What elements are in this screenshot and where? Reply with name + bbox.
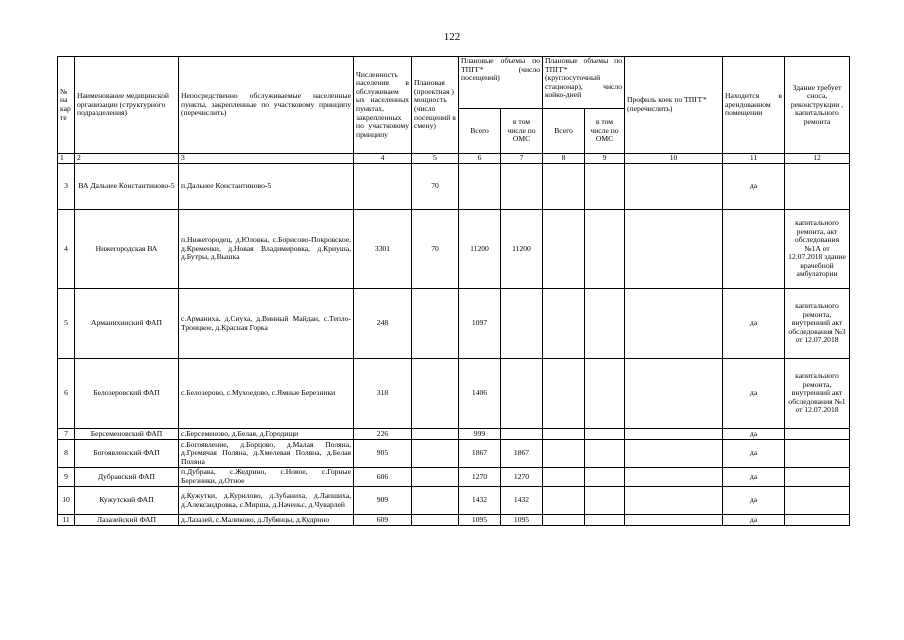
- row-num: 11: [58, 515, 75, 526]
- facilities-table: [57, 56, 850, 526]
- row-population: 905: [354, 440, 412, 468]
- header-profile: Профиль коек по ТПГГ* (перечислить): [625, 57, 723, 154]
- row-population: 248: [354, 289, 412, 359]
- row-beddays-total: [543, 210, 585, 289]
- row-repair: [785, 515, 850, 526]
- row-rented: да: [723, 468, 785, 487]
- row-profile: [625, 440, 723, 468]
- row-num: 6: [58, 359, 75, 429]
- table-row: [58, 429, 850, 440]
- row-visits-oms: [501, 429, 543, 440]
- column-number: 9: [585, 154, 625, 164]
- column-number: 7: [501, 154, 543, 164]
- row-num: 4: [58, 210, 75, 289]
- row-beddays-oms: [585, 468, 625, 487]
- row-capacity: 70: [412, 210, 459, 289]
- header-num: № на кар те: [58, 57, 75, 154]
- column-number: 10: [625, 154, 723, 164]
- row-num: 10: [58, 487, 75, 515]
- header-beddays-oms: в том числе по ОМС: [585, 109, 625, 154]
- row-repair: [785, 429, 850, 440]
- row-capacity: [412, 289, 459, 359]
- row-org: Белозеровский ФАП: [75, 359, 179, 429]
- row-population: 3301: [354, 210, 412, 289]
- row-repair: [785, 487, 850, 515]
- row-rented: да: [723, 515, 785, 526]
- row-capacity: [412, 440, 459, 468]
- row-population: [354, 164, 412, 210]
- row-population: 226: [354, 429, 412, 440]
- header-visits-group: Плановые объемы по ТПГГ* (число посещений): [459, 57, 543, 109]
- row-rented: да: [723, 289, 785, 359]
- row-rented: [723, 210, 785, 289]
- row-visits-oms: [501, 289, 543, 359]
- row-capacity: 70: [412, 164, 459, 210]
- row-visits-oms: 1867: [501, 440, 543, 468]
- row-population: 609: [354, 515, 412, 526]
- row-settlements: с.Арманиха, д.Сиуха, д.Винный Майдан, с.Тепло- Троицкое, д.Красная Горка: [179, 289, 354, 359]
- row-org: Нижегородская ВА: [75, 210, 179, 289]
- row-beddays-total: [543, 289, 585, 359]
- row-profile: [625, 468, 723, 487]
- row-capacity: [412, 468, 459, 487]
- table-row: [58, 164, 850, 210]
- row-visits-total: 1406: [459, 359, 501, 429]
- row-settlements: с.Берсеменово, д.Белая, д.Городищи: [179, 429, 354, 440]
- row-rented: да: [723, 429, 785, 440]
- row-profile: [625, 429, 723, 440]
- row-beddays-oms: [585, 164, 625, 210]
- header-org: Наименование медицинской организации (структурного подразделения): [75, 57, 179, 154]
- table-row: [58, 515, 850, 526]
- row-org: Арманихинский ФАП: [75, 289, 179, 359]
- row-visits-total: 1095: [459, 515, 501, 526]
- table-row: [58, 359, 850, 429]
- header-settlements: Непосредственно обслуживаемые населенные пункты, закрепленные по участковому принципу (перечислить): [179, 57, 354, 154]
- row-org: Богоявленский ФАП: [75, 440, 179, 468]
- row-population: 318: [354, 359, 412, 429]
- row-repair: капитального ремонта, внутренний акт обследования №3 от 12.07.2018: [785, 289, 850, 359]
- row-profile: [625, 515, 723, 526]
- row-visits-oms: [501, 359, 543, 429]
- table-row: [58, 468, 850, 487]
- table-row: [58, 440, 850, 468]
- row-beddays-total: [543, 429, 585, 440]
- table-row: [58, 487, 850, 515]
- column-number: 12: [785, 154, 850, 164]
- row-num: 7: [58, 429, 75, 440]
- row-capacity: [412, 515, 459, 526]
- column-number: 3: [179, 154, 354, 164]
- row-visits-total: 1432: [459, 487, 501, 515]
- column-number: 1: [58, 154, 75, 164]
- row-visits-total: 999: [459, 429, 501, 440]
- row-repair: [785, 164, 850, 210]
- header-repair: Здание требует сноса, реконструкции , капитального ремонта: [785, 57, 850, 154]
- row-visits-oms: 1270: [501, 468, 543, 487]
- row-beddays-oms: [585, 515, 625, 526]
- row-beddays-total: [543, 515, 585, 526]
- column-number: 4: [354, 154, 412, 164]
- row-beddays-oms: [585, 487, 625, 515]
- row-settlements: д.Лазазей, с.Маликово, д.Лубянцы, д.Кудрино: [179, 515, 354, 526]
- row-visits-oms: [501, 164, 543, 210]
- header-population: Численность населения в обслуживаем ых населенных пунктах, закрепленных по участковому принципу: [354, 57, 412, 154]
- row-org: ВА Дальнее Константиново-5: [75, 164, 179, 210]
- row-population: 909: [354, 487, 412, 515]
- row-beddays-total: [543, 164, 585, 210]
- column-number: 2: [75, 154, 179, 164]
- row-repair: капитального ремонта, внутренний акт обследования №1 от 12.07.2018: [785, 359, 850, 429]
- row-beddays-oms: [585, 210, 625, 289]
- row-num: 3: [58, 164, 75, 210]
- row-capacity: [412, 429, 459, 440]
- row-beddays-total: [543, 440, 585, 468]
- column-number: 5: [412, 154, 459, 164]
- row-beddays-total: [543, 468, 585, 487]
- row-settlements: с.Богоявление, д.Борцово, д.Малая Поляна, д.Гремячая Поляна, д.Хмелевая Поляна, д.Белая Поляна: [179, 440, 354, 468]
- header-visits-total: Всего: [459, 109, 501, 154]
- row-org: Дубравский ФАП: [75, 468, 179, 487]
- row-population: 606: [354, 468, 412, 487]
- header-beddays-total: Всего: [543, 109, 585, 154]
- row-visits-total: [459, 164, 501, 210]
- row-num: 5: [58, 289, 75, 359]
- row-rented: да: [723, 487, 785, 515]
- row-visits-total: 1867: [459, 440, 501, 468]
- page-number: 122: [443, 31, 461, 43]
- row-org: Лазазейский ФАП: [75, 515, 179, 526]
- row-profile: [625, 289, 723, 359]
- row-beddays-oms: [585, 289, 625, 359]
- row-profile: [625, 487, 723, 515]
- row-settlements: п.Нижегородец, д.Юловка, с.Борисово-Покровское, д.Кременки, д.Новая Владимировка, д.Криуша, д.Бутры, д.Вышка: [179, 210, 354, 289]
- header-capacity: Плановая (проектная ) мощность (число посещений в смену): [412, 57, 459, 154]
- header-rented: Находится в арендованном помещении: [723, 57, 785, 154]
- table-row: [58, 210, 850, 289]
- row-repair: капитального ремонта, акт обследования №1А от 12.07.2018 здание врачебной амбулатории: [785, 210, 850, 289]
- row-settlements: д.Кужутки, д.Курилово, д.Зубаниха, д.Лапшиха, д.Александровка, с.Мирша, д.Наченьс, д.Чуварлей: [179, 487, 354, 515]
- row-visits-total: 11200: [459, 210, 501, 289]
- row-settlements: п.Дубрава, с.Жедрино, с.Новое, с.Горные Березники, д.Отное: [179, 468, 354, 487]
- row-profile: [625, 210, 723, 289]
- header-visits-oms: в том числе по ОМС: [501, 109, 543, 154]
- table-row: [58, 289, 850, 359]
- column-number: 11: [723, 154, 785, 164]
- row-num: 9: [58, 468, 75, 487]
- row-beddays-total: [543, 359, 585, 429]
- row-repair: [785, 440, 850, 468]
- column-number: 6: [459, 154, 501, 164]
- row-visits-oms: 1432: [501, 487, 543, 515]
- header-beddays-group: Плановые объемы по ТПГГ* (круглосуточный стационар), число койко-дней: [543, 57, 625, 109]
- row-beddays-total: [543, 487, 585, 515]
- row-visits-total: 1270: [459, 468, 501, 487]
- row-org: Берсеменовский ФАП: [75, 429, 179, 440]
- row-visits-oms: 11200: [501, 210, 543, 289]
- row-profile: [625, 164, 723, 210]
- row-rented: да: [723, 440, 785, 468]
- row-visits-total: 1097: [459, 289, 501, 359]
- row-capacity: [412, 487, 459, 515]
- row-repair: [785, 468, 850, 487]
- row-org: Кужутский ФАП: [75, 487, 179, 515]
- row-beddays-oms: [585, 429, 625, 440]
- row-visits-oms: 1095: [501, 515, 543, 526]
- row-rented: да: [723, 359, 785, 429]
- row-beddays-oms: [585, 440, 625, 468]
- column-number: 8: [543, 154, 585, 164]
- row-capacity: [412, 359, 459, 429]
- row-num: 8: [58, 440, 75, 468]
- row-rented: да: [723, 164, 785, 210]
- row-beddays-oms: [585, 359, 625, 429]
- row-settlements: п.Дальнее Константиново-5: [179, 164, 354, 210]
- row-settlements: с.Белозерово, с.Мухоедово, с.Ямные Березники: [179, 359, 354, 429]
- row-profile: [625, 359, 723, 429]
